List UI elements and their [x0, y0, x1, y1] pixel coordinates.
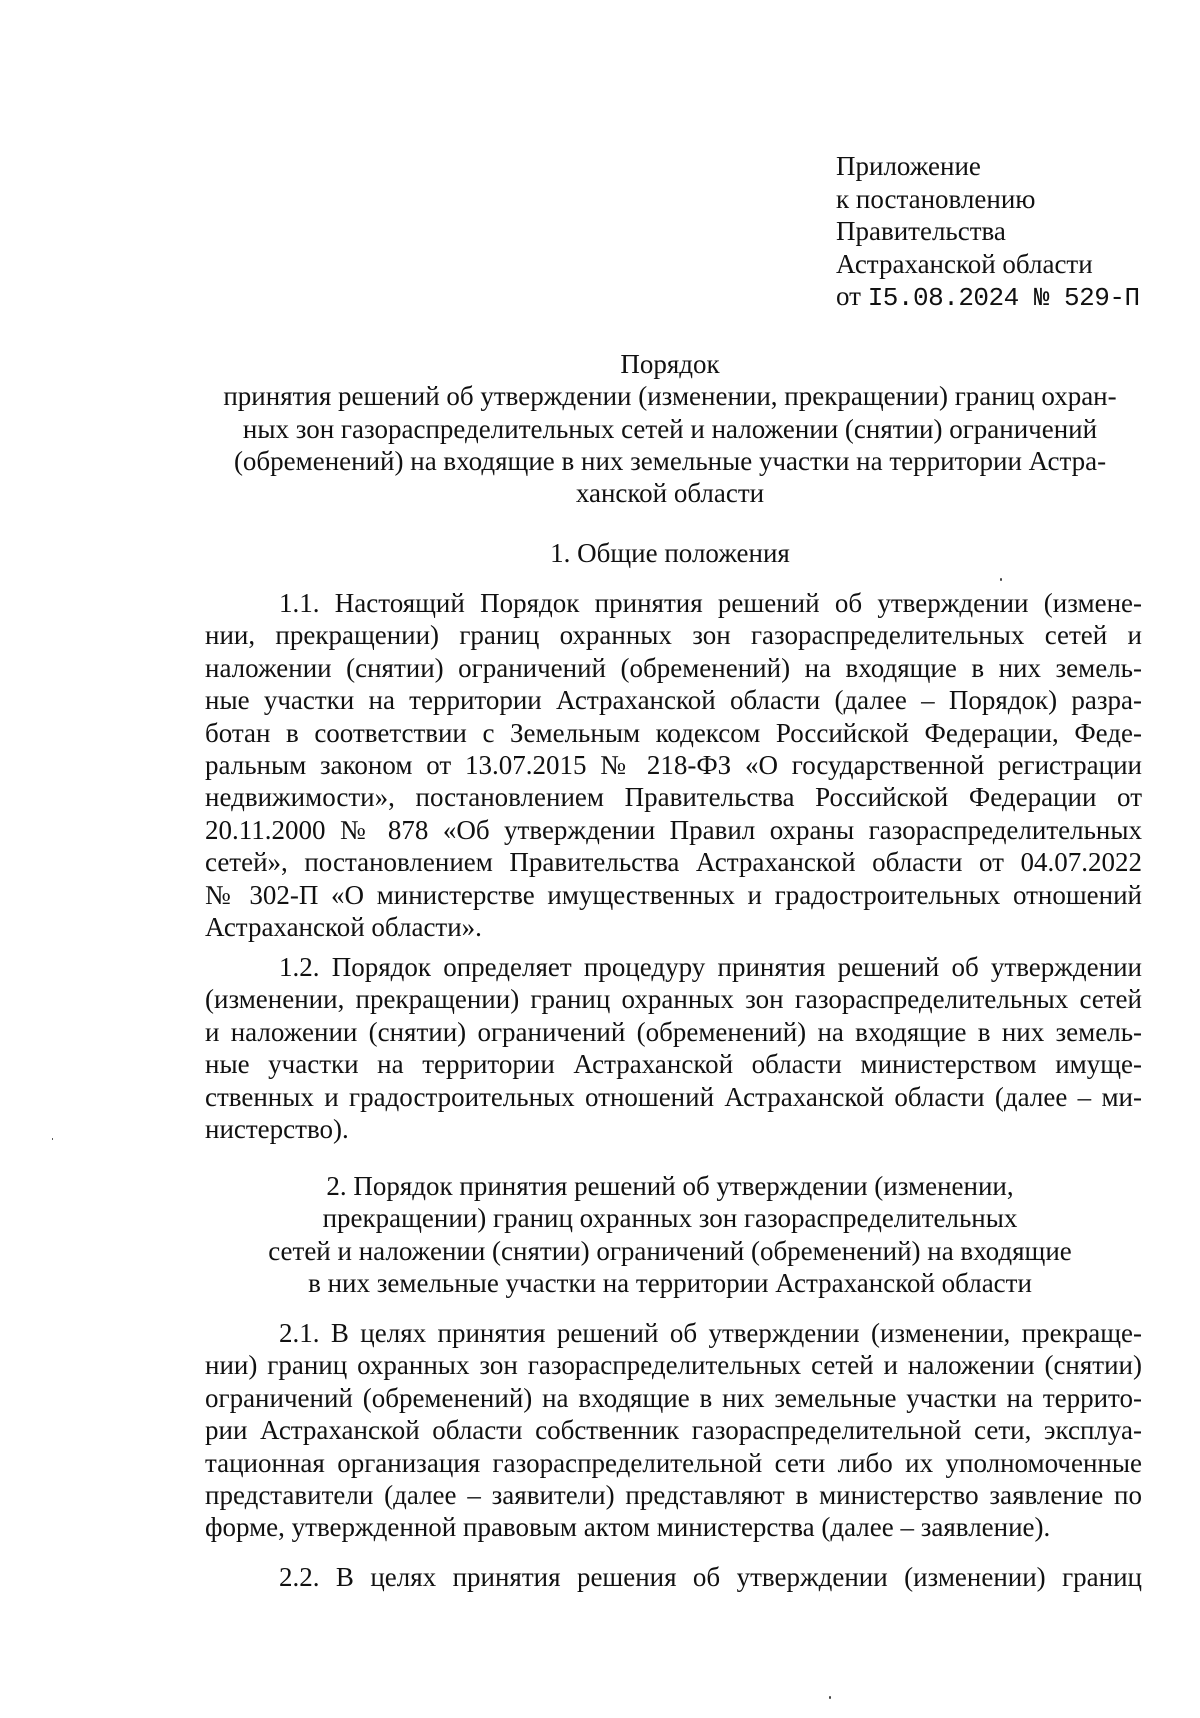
appendix-line: Правительства: [836, 216, 1006, 246]
paragraph-line: рии Астраханской области собственник газораспределительной сети, эксплуа-: [205, 1415, 1142, 1446]
scan-speck: [1000, 578, 1002, 581]
title-line: ханской области: [575, 478, 765, 509]
section-heading-line: сетей и наложении (снятии) ограничений (обременений) на входящие: [268, 1235, 1072, 1266]
appendix-date-prefix: от: [836, 281, 868, 311]
appendix-line: к постановлению: [836, 183, 1036, 214]
title-line: ных зон газораспределительных сетей и наложении (снятии) ограничений: [242, 413, 1098, 444]
paragraph-line: (изменении, прекращении) границ охранных зон газораспределительных сетей: [205, 984, 1142, 1015]
section-heading-line: прекращении) границ охранных зон газораспределительных: [322, 1203, 1018, 1234]
section-heading-line: 1. Общие положения: [550, 538, 790, 568]
paragraph-line: ботан в соответствии с Земельным кодексом Российской Федерации, Феде-: [205, 717, 1142, 748]
appendix-date-line: [836, 280, 1140, 315]
paragraph-line: нии) границ охранных зон газораспределительных сетей и наложении (снятии): [205, 1350, 1142, 1381]
paragraph-line: недвижимости», постановлением Правительства Российской Федерации от: [205, 782, 1142, 813]
paragraph-line: 2.2. В целях принятия решения об утверждении (изменении) границ: [279, 1562, 1142, 1592]
section-2-heading: [200, 1170, 1140, 1299]
paragraph-line: тационная организация газораспределительной сети либо их уполномоченные: [205, 1447, 1142, 1478]
paragraph-line: ограничений (обременений) на входящие в них земельные участки на террито-: [205, 1382, 1142, 1413]
paragraph-2-1: [205, 1317, 1142, 1544]
paragraph-1-2: [205, 951, 1142, 1145]
paragraph-line: Астраханской области».: [205, 912, 482, 943]
paragraph-line: 2.1. В целях принятия решений об утверждении (изменении, прекраще-: [279, 1318, 1142, 1348]
scan-speck: [829, 1696, 831, 1699]
paragraph-line: ные участки на территории Астраханской области (далее – Порядок) разра-: [205, 685, 1142, 716]
paragraph-line: ные участки на территории Астраханской области министерством имуще-: [205, 1049, 1142, 1080]
paragraph-line: 20.11.2000 № 878 «Об утверждении Правил охраны газораспределительных: [205, 814, 1142, 845]
section-heading-line: в них земельные участки на территории Астраханской области: [308, 1267, 1032, 1298]
paragraph-line: ственных и градостроительных отношений Астраханской области (далее – ми-: [205, 1081, 1142, 1112]
paragraph-line: форме, утвержденной правовым актом министерства (далее – заявление).: [205, 1512, 1051, 1543]
paragraph-line: сетей», постановлением Правительства Астраханской области от 04.07.2022: [205, 847, 1142, 878]
paragraph-line: 1.2. Порядок определяет процедуру принятия решений об утверждении: [279, 952, 1142, 982]
title-line: принятия решений об утверждении (изменении, прекращении) границ охран-: [223, 381, 1117, 412]
appendix-line: Приложение: [836, 151, 981, 181]
paragraph-line: представители (далее – заявители) представляют в министерство заявление по: [205, 1480, 1142, 1511]
paragraph-1-1: [205, 587, 1142, 943]
appendix-line: Астраханской области: [836, 248, 1093, 279]
paragraph-line: № 302-П «О министерстве имущественных и градостроительных отношений: [205, 879, 1142, 910]
title-line: (обременений) на входящие в них земельные участки на территории Астра-: [233, 445, 1107, 476]
paragraph-line: наложении (снятии) ограничений (обременений) на входящие в них земель-: [205, 652, 1142, 683]
paragraph-line: нистерство).: [205, 1114, 349, 1145]
title-line: Порядок: [620, 349, 720, 379]
document-title: [200, 348, 1140, 509]
appendix-date-number: I5.08.2024 № 529-П: [867, 283, 1140, 313]
section-heading-line: 2. Порядок принятия решений об утверждении (изменении,: [326, 1171, 1014, 1201]
paragraph-line: ральным законом от 13.07.2015 № 218-ФЗ «О государственной регистрации: [205, 750, 1142, 781]
section-1-heading: [200, 537, 1140, 569]
paragraph-2-2: [205, 1561, 1142, 1593]
scan-speck: [52, 1138, 53, 1140]
paragraph-line: и наложении (снятии) ограничений (обременений) на входящие в них земель-: [205, 1016, 1142, 1047]
appendix-block: [836, 150, 1140, 315]
paragraph-line: 1.1. Настоящий Порядок принятия решений об утверждении (измене-: [279, 588, 1142, 618]
paragraph-line: нии, прекращении) границ охранных зон газораспределительных сетей и: [205, 620, 1142, 651]
